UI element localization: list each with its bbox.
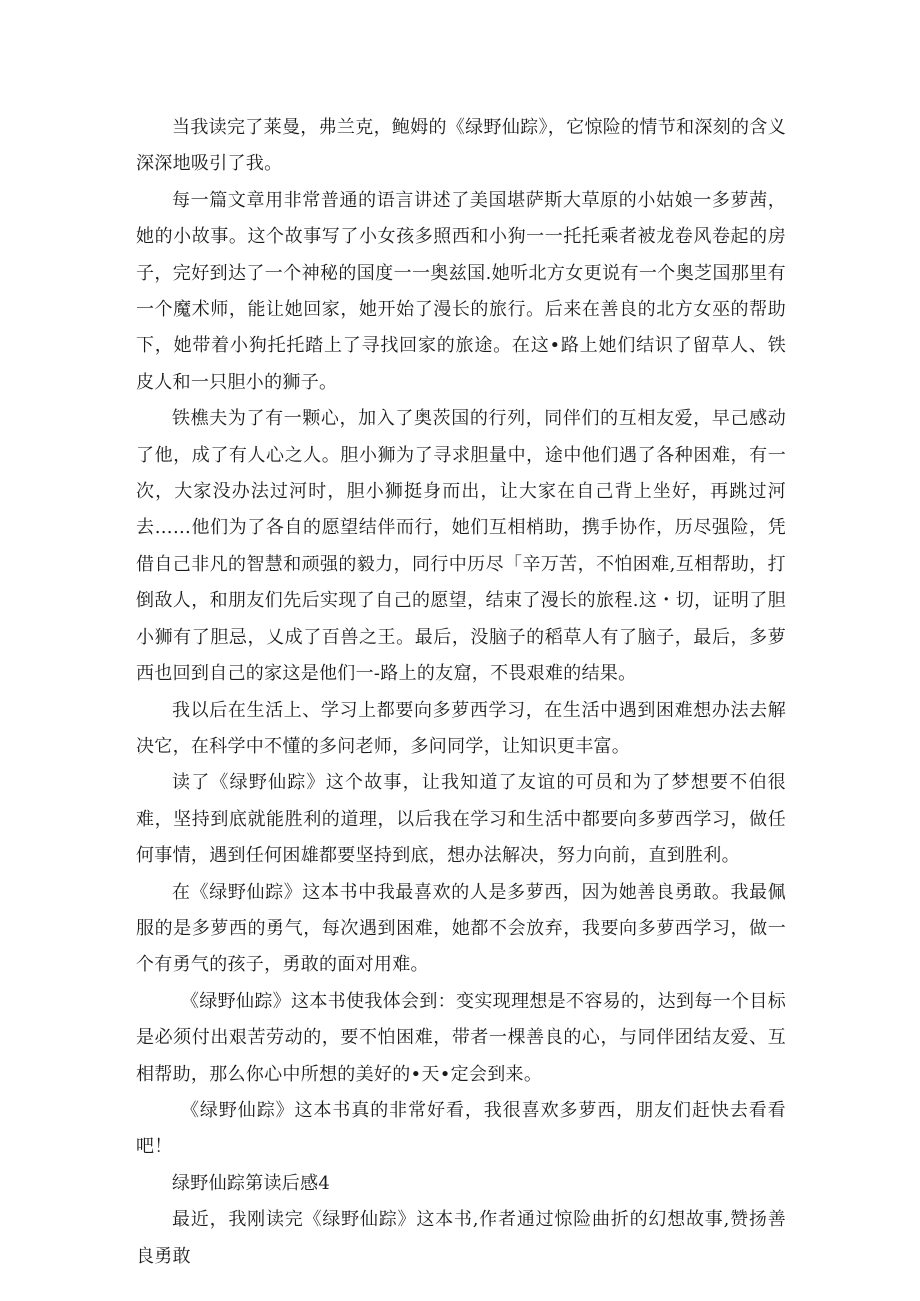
- paragraph-4: 我以后在生活上、学习上都要向多萝西学习，在生活中遇到困难想办法去解决它，在科学中不懂的多问老师，多问同学，让知识更丰富。: [136, 699, 786, 757]
- paragraph-6: 在《绿野仙踪》这本书中我最喜欢的人是多萝西，因为她善良勇敢。我最佩服的是多萝西的勇气，每次遇到困难，她都不会放弃，我要向多萝西学习，做一个有勇气的孩子，勇敢的面对用难。: [136, 881, 786, 976]
- section-heading: 绿野仙踪第读后感4: [172, 1172, 331, 1194]
- paragraph-2: 每一篇文章用非常普通的语言讲述了美国堪萨斯大草原的小姑娘一多萝茜，她的小故事。这个故事写了小女孩多照西和小狗一一托托乘者被龙卷风卷起的房子，完好到达了一个神秘的国度一一奥兹国.她听北方女更说有一个奥芝国那里有一个魔术师，能让她回家，她开始了漫长的旅行。后来在善良的北方女巫的帮助下，她带着小狗托托踏上了寻找回家的旅途。在这•路上她们结识了留草人、铁皮人和一只胆小的狮子。: [136, 189, 786, 393]
- paragraph-1: 当我读完了莱曼，弗兰克，鲍姆的《绿野仙踪》，它惊险的情节和深刻的含义深深地吸引了我。: [136, 117, 786, 175]
- paragraph-7: 《绿野仙踪》这本书使我体会到：变实现理想是不容易的，达到每一个目标是必须付出艰苦劳动的，要不怕困难，带者一棵善良的心，与同伴团结友爱、互相帮助，那么你心中所想的美好的•天•定会到来。: [136, 990, 786, 1085]
- paragraph-3: 铁樵夫为了有一颗心，加入了奥茨国的行列，同伴们的互相友爱，早己感动了他，成了有人心之人。胆小狮为了寻求胆量中，途中他们遇了各种困难，有一次，大家没办法过河时，胆小狮挺身而出，让大家在自己背上坐好，再跳过河去……他们为了各自的愿望结伴而行，她们互相梢助，携手协作，历尽强险，凭借自己非凡的智慧和顽强的毅力，同行中历尽「辛万苦，不怕困难,互相帮助，打倒敌人，和朋友们先后实现了自己的愿望，结束了漫长的旅程.这・切，证明了胆小狮有了胆忌，乂成了百兽之王。最后，没脑子的稻草人有了脑子，最后，多萝西也回到自己的家这是他们一-路上的友窟，不畏艰难的结果。: [136, 408, 786, 685]
- paragraph-9: 最近，我刚读完《绿野仙踪》这本书,作者通过惊险曲折的幻想故事,赞扬善良勇敢: [136, 1209, 786, 1267]
- paragraph-5: 读了《绿野仙踪》这个故事，让我知道了友谊的可员和为了梦想要不伯很难，坚持到底就能胜利的道理，以后我在学习和生活中都要向多萝西学习，做任何事情，遇到任何困雄都要坚持到底，想办法解决，努力向前，直到胜利。: [136, 772, 786, 867]
- document-body: [136, 110, 786, 1275]
- paragraph-8: 《绿野仙踪》这本书真的非常好看，我很喜欢多萝西，朋友们赶快去看看吧！: [136, 1099, 786, 1158]
